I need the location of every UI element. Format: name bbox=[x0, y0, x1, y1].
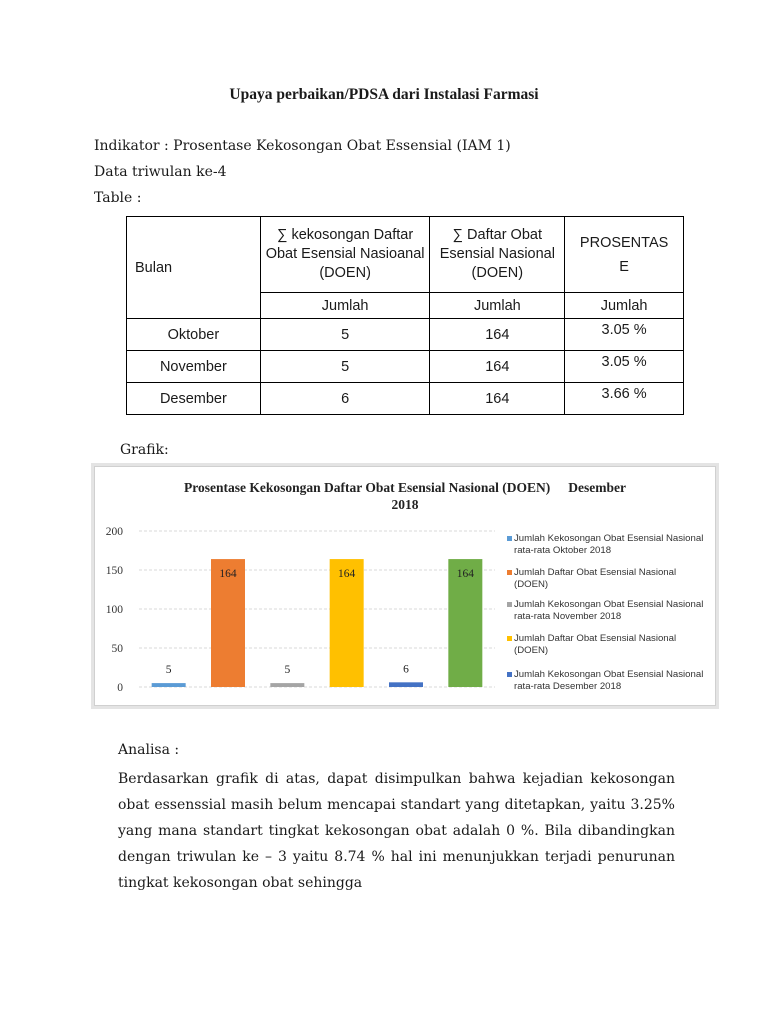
y-tick-label: 150 bbox=[105, 565, 123, 577]
y-tick-label: 100 bbox=[105, 604, 123, 616]
table-row bbox=[127, 351, 684, 383]
data-label: 5 bbox=[284, 664, 291, 677]
subheader-daftar: Jumlah bbox=[430, 293, 565, 319]
analisa-heading: Analisa : bbox=[118, 742, 180, 758]
y-tick-label: 50 bbox=[111, 643, 123, 655]
legend-swatch bbox=[507, 602, 512, 607]
cell-kekosongan: 6 bbox=[260, 383, 430, 415]
header-prosentase: PROSENTASE bbox=[565, 217, 684, 293]
chart-title-main: Prosentase Kekosongan Daftar Obat Esensial Nasional (DOEN) bbox=[183, 480, 551, 495]
cell-prosentase: 3.05 % bbox=[565, 319, 684, 351]
y-tick-label: 200 bbox=[105, 526, 123, 538]
data-label: 164 bbox=[456, 568, 474, 581]
indikator-text: Indikator : Prosentase Kekosongan Obat Essensial (IAM 1) bbox=[94, 138, 511, 154]
page-title: Upaya perbaikan/PDSA dari Instalasi Farmasi bbox=[229, 86, 539, 103]
cell-bulan: Oktober bbox=[127, 319, 261, 351]
legend-swatch bbox=[507, 570, 512, 575]
chart-bar bbox=[389, 682, 423, 687]
legend-label: Jumlah Daftar Obat Esensial Nasional (DOEN) bbox=[514, 567, 677, 590]
subheader-prosentase: Jumlah bbox=[565, 293, 684, 319]
legend-swatch bbox=[507, 536, 512, 541]
legend-label: Jumlah Kekosongan Obat Esensial Nasional rata-rata Oktober 2018 bbox=[514, 533, 704, 556]
cell-bulan: Desember bbox=[127, 383, 261, 415]
chart-plot bbox=[95, 467, 505, 705]
y-tick-label: 0 bbox=[117, 682, 123, 694]
legend-label: Jumlah Kekosongan Obat Esensial Nasional rata-rata Desember 2018 bbox=[514, 669, 704, 692]
legend-label: Jumlah Kekosongan Obat Esensial Nasional rata-rata November 2018 bbox=[514, 599, 704, 622]
cell-prosentase: 3.66 % bbox=[565, 383, 684, 415]
chart-bar bbox=[152, 683, 186, 687]
data-triwulan-text: Data triwulan ke-4 bbox=[94, 164, 227, 180]
analisa-paragraph: Berdasarkan grafik di atas, dapat disimpulkan bahwa kejadian kekosongan obat essenssial masih belum mencapai standart yang ditetapkan, yaitu 3.25% yang mana standart tingkat kekosongan obat adalah 0 %. Bila dibandingkan dengan triwulan ke – 3 yaitu 8.74 % hal ini menunjukkan terjadi penurunan tingkat kekosongan obat sehingga bbox=[118, 771, 675, 891]
data-label: 6 bbox=[403, 663, 409, 676]
cell-bulan: November bbox=[127, 351, 261, 383]
chart-title-suffix: Desember bbox=[568, 480, 626, 495]
legend-label: Jumlah Daftar Obat Esensial Nasional (DOEN) bbox=[514, 633, 677, 656]
cell-daftar: 164 bbox=[430, 383, 565, 415]
chart-title-line2: 2018 bbox=[391, 497, 419, 512]
legend-swatch bbox=[507, 636, 512, 641]
header-daftar: ∑ Daftar Obat Esensial Nasional (DOEN) bbox=[430, 217, 565, 293]
data-label: 164 bbox=[338, 568, 356, 581]
table-row bbox=[127, 383, 684, 415]
data-label: 164 bbox=[219, 568, 237, 581]
data-label: 5 bbox=[165, 664, 172, 677]
cell-kekosongan: 5 bbox=[260, 351, 430, 383]
subheader-kekosongan: Jumlah bbox=[260, 293, 430, 319]
header-kekosongan: ∑ kekosongan Daftar Obat Esensial Nasioanal (DOEN) bbox=[260, 217, 430, 293]
legend-swatch bbox=[507, 672, 512, 677]
cell-kekosongan: 5 bbox=[260, 319, 430, 351]
grafik-label: Grafik: bbox=[120, 442, 169, 458]
table-row bbox=[127, 319, 684, 351]
header-bulan: Bulan bbox=[127, 217, 261, 319]
table-label: Table : bbox=[94, 190, 142, 206]
cell-daftar: 164 bbox=[430, 351, 565, 383]
chart-bar bbox=[270, 683, 304, 687]
chart bbox=[94, 466, 716, 706]
cell-prosentase: 3.05 % bbox=[565, 351, 684, 383]
cell-daftar: 164 bbox=[430, 319, 565, 351]
data-table bbox=[126, 216, 684, 415]
